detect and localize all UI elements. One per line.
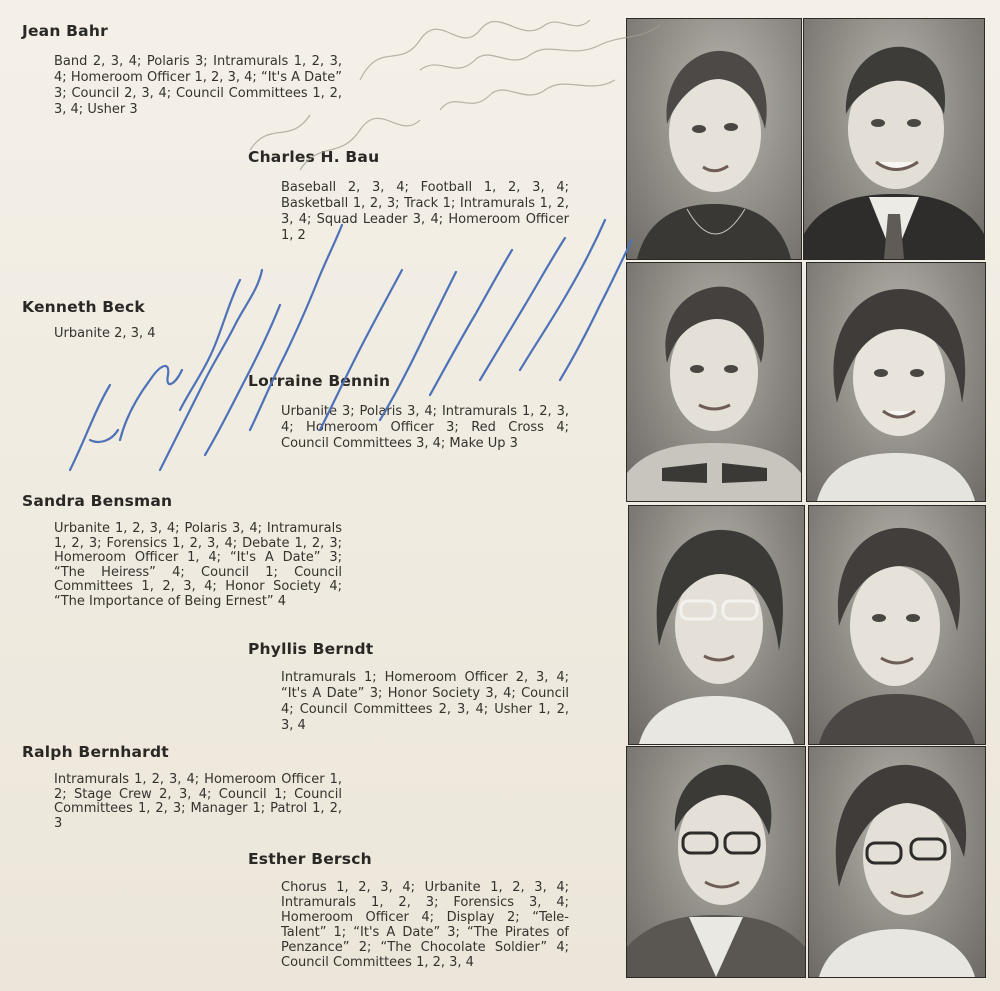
entry-kenneth-beck [22, 298, 342, 342]
student-name: Esther Bersch [248, 850, 372, 868]
entry-ralph-bernhardt [22, 743, 342, 831]
portrait-photo-lorraine-bennin [806, 262, 986, 502]
entry-phyllis-berndt [248, 640, 573, 734]
student-name: Phyllis Berndt [248, 640, 374, 658]
portrait-photo-esther-bersch [808, 746, 986, 978]
student-name: Jean Bahr [22, 22, 108, 40]
entry-sandra-bensman [22, 492, 342, 609]
student-activities: Urbanite 1, 2, 3, 4; Polaris 3, 4; Intramurals 1, 2, 3; Forensics 1, 2, 3, 4; Debate 1, 2, 3; Homeroom Officer 1, 4; “It's A Date” 3; “The Heiress” 4; Council 1; Council Committees 1, 2, 3, 4; Honor Society 4; “The Importance of Being Ernest” 4 [54, 521, 342, 609]
student-activities: Baseball 2, 3, 4; Football 1, 2, 3, 4; Basketball 1, 2, 3; Track 1; Intramurals 1, 2, 3, 4; Squad Leader 3, 4; Homeroom Officer 1, 2 [281, 180, 569, 243]
student-activities: Chorus 1, 2, 3, 4; Urbanite 1, 2, 3, 4; Intramurals 1, 2, 3; Forensics 3, 4; Homeroom Officer 4; Display 2; “Tele-Talent” 1; “It's A Date” 3; “The Pirates of Penzance” 2; “The Chocolate Soldier” 4; Council Committees 1, 2, 3, 4 [281, 880, 569, 970]
portrait-photo-kenneth-beck [626, 262, 802, 502]
portrait-photo-ralph-bernhardt [626, 746, 806, 978]
portrait-photo-charles-bau [803, 18, 985, 260]
student-name: Sandra Bensman [22, 492, 173, 510]
entry-lorraine-bennin [248, 372, 573, 452]
portrait-photo-sandra-bensman [628, 505, 805, 745]
entry-jean-bahr [22, 22, 342, 118]
student-name: Lorraine Bennin [248, 372, 391, 390]
student-activities: Intramurals 1, 2, 3, 4; Homeroom Officer 1, 2; Stage Crew 2, 3, 4; Council 1; Council Committees 1, 2, 3; Manager 1; Patrol 1, 2, 3 [54, 772, 342, 831]
student-name: Ralph Bernhardt [22, 743, 169, 761]
portrait-photo-jean-bahr [626, 18, 802, 260]
student-name: Charles H. Bau [248, 148, 380, 166]
student-activities: Urbanite 3; Polaris 3, 4; Intramurals 1, 2, 3, 4; Homeroom Officer 3; Red Cross 4; Council Committees 3, 4; Make Up 3 [281, 404, 569, 451]
student-name: Kenneth Beck [22, 298, 145, 316]
student-activities: Band 2, 3, 4; Polaris 3; Intramurals 1, 2, 3, 4; Homeroom Officer 1, 2, 3, 4; “It's A Date” 3; Council 2, 3, 4; Council Committees 1, 2, 3, 4; Usher 3 [54, 54, 342, 117]
entry-charles-bau [248, 148, 573, 244]
student-activities: Urbanite 2, 3, 4 [54, 326, 156, 341]
student-activities: Intramurals 1; Homeroom Officer 2, 3, 4; “It's A Date” 3; Honor Society 3, 4; Council 4; Council Committees 2, 3, 4; Usher 1, 2, 3, 4 [281, 670, 569, 733]
entry-esther-bersch [248, 850, 573, 970]
portrait-photo-phyllis-berndt [808, 505, 986, 745]
